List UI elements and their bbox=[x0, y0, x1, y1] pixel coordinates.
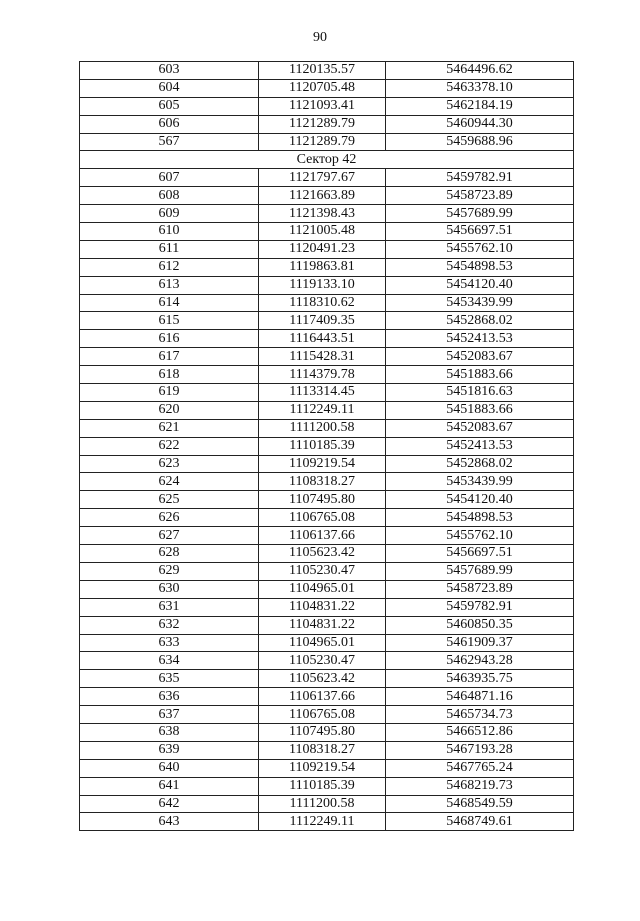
table-row bbox=[80, 133, 574, 151]
table-row bbox=[80, 527, 574, 545]
table-row bbox=[80, 509, 574, 527]
y-coordinate-cell: 5466512.86 bbox=[386, 723, 574, 741]
point-number-cell: 616 bbox=[80, 330, 259, 348]
x-coordinate-cell: 1120135.57 bbox=[259, 62, 386, 80]
point-number-cell: 634 bbox=[80, 652, 259, 670]
table-row bbox=[80, 223, 574, 241]
y-coordinate-cell: 5464496.62 bbox=[386, 62, 574, 80]
y-coordinate-cell: 5452868.02 bbox=[386, 312, 574, 330]
point-number-cell: 620 bbox=[80, 401, 259, 419]
point-number-cell: 606 bbox=[80, 115, 259, 133]
point-number-cell: 625 bbox=[80, 491, 259, 509]
point-number-cell: 604 bbox=[80, 79, 259, 97]
y-coordinate-cell: 5456697.51 bbox=[386, 223, 574, 241]
point-number-cell: 635 bbox=[80, 670, 259, 688]
x-coordinate-cell: 1117409.35 bbox=[259, 312, 386, 330]
table-row bbox=[80, 169, 574, 187]
table-row bbox=[80, 706, 574, 724]
x-coordinate-cell: 1110185.39 bbox=[259, 437, 386, 455]
table-row bbox=[80, 97, 574, 115]
x-coordinate-cell: 1121005.48 bbox=[259, 223, 386, 241]
point-number-cell: 608 bbox=[80, 187, 259, 205]
y-coordinate-cell: 5454120.40 bbox=[386, 276, 574, 294]
x-coordinate-cell: 1109219.54 bbox=[259, 455, 386, 473]
point-number-cell: 605 bbox=[80, 97, 259, 115]
table-row bbox=[80, 491, 574, 509]
x-coordinate-cell: 1105623.42 bbox=[259, 670, 386, 688]
table-row bbox=[80, 634, 574, 652]
x-coordinate-cell: 1105230.47 bbox=[259, 652, 386, 670]
point-number-cell: 640 bbox=[80, 759, 259, 777]
point-number-cell: 633 bbox=[80, 634, 259, 652]
table-row bbox=[80, 562, 574, 580]
point-number-cell: 603 bbox=[80, 62, 259, 80]
coordinates-table-body bbox=[80, 62, 574, 831]
x-coordinate-cell: 1104965.01 bbox=[259, 634, 386, 652]
y-coordinate-cell: 5463378.10 bbox=[386, 79, 574, 97]
point-number-cell: 627 bbox=[80, 527, 259, 545]
y-coordinate-cell: 5462184.19 bbox=[386, 97, 574, 115]
y-coordinate-cell: 5455762.10 bbox=[386, 527, 574, 545]
point-number-cell: 637 bbox=[80, 706, 259, 724]
point-number-cell: 614 bbox=[80, 294, 259, 312]
point-number-cell: 609 bbox=[80, 205, 259, 223]
y-coordinate-cell: 5465734.73 bbox=[386, 706, 574, 724]
x-coordinate-cell: 1104831.22 bbox=[259, 598, 386, 616]
point-number-cell: 636 bbox=[80, 688, 259, 706]
x-coordinate-cell: 1111200.58 bbox=[259, 419, 386, 437]
point-number-cell: 638 bbox=[80, 723, 259, 741]
y-coordinate-cell: 5453439.99 bbox=[386, 294, 574, 312]
table-row bbox=[80, 366, 574, 384]
y-coordinate-cell: 5460944.30 bbox=[386, 115, 574, 133]
y-coordinate-cell: 5468749.61 bbox=[386, 813, 574, 831]
y-coordinate-cell: 5463935.75 bbox=[386, 670, 574, 688]
point-number-cell: 642 bbox=[80, 795, 259, 813]
y-coordinate-cell: 5457689.99 bbox=[386, 205, 574, 223]
table-row bbox=[80, 759, 574, 777]
table-row bbox=[80, 294, 574, 312]
x-coordinate-cell: 1121289.79 bbox=[259, 115, 386, 133]
x-coordinate-cell: 1120491.23 bbox=[259, 240, 386, 258]
table-row bbox=[80, 79, 574, 97]
point-number-cell: 632 bbox=[80, 616, 259, 634]
sector-title: Сектор 42 bbox=[80, 151, 574, 169]
point-number-cell: 613 bbox=[80, 276, 259, 294]
y-coordinate-cell: 5468219.73 bbox=[386, 777, 574, 795]
table-row bbox=[80, 795, 574, 813]
table-row bbox=[80, 419, 574, 437]
x-coordinate-cell: 1106137.66 bbox=[259, 527, 386, 545]
y-coordinate-cell: 5455762.10 bbox=[386, 240, 574, 258]
table-row bbox=[80, 580, 574, 598]
y-coordinate-cell: 5459782.91 bbox=[386, 169, 574, 187]
x-coordinate-cell: 1118310.62 bbox=[259, 294, 386, 312]
x-coordinate-cell: 1107495.80 bbox=[259, 491, 386, 509]
y-coordinate-cell: 5452868.02 bbox=[386, 455, 574, 473]
table-row bbox=[80, 545, 574, 563]
table-row bbox=[80, 312, 574, 330]
y-coordinate-cell: 5464871.16 bbox=[386, 688, 574, 706]
x-coordinate-cell: 1119133.10 bbox=[259, 276, 386, 294]
x-coordinate-cell: 1121663.89 bbox=[259, 187, 386, 205]
y-coordinate-cell: 5458723.89 bbox=[386, 187, 574, 205]
x-coordinate-cell: 1115428.31 bbox=[259, 348, 386, 366]
x-coordinate-cell: 1121398.43 bbox=[259, 205, 386, 223]
y-coordinate-cell: 5458723.89 bbox=[386, 580, 574, 598]
table-row bbox=[80, 598, 574, 616]
y-coordinate-cell: 5462943.28 bbox=[386, 652, 574, 670]
table-row bbox=[80, 723, 574, 741]
y-coordinate-cell: 5453439.99 bbox=[386, 473, 574, 491]
table-row bbox=[80, 688, 574, 706]
point-number-cell: 621 bbox=[80, 419, 259, 437]
table-row bbox=[80, 455, 574, 473]
x-coordinate-cell: 1121797.67 bbox=[259, 169, 386, 187]
point-number-cell: 567 bbox=[80, 133, 259, 151]
table-row bbox=[80, 240, 574, 258]
y-coordinate-cell: 5452083.67 bbox=[386, 419, 574, 437]
table-row bbox=[80, 384, 574, 402]
x-coordinate-cell: 1113314.45 bbox=[259, 384, 386, 402]
point-number-cell: 623 bbox=[80, 455, 259, 473]
page-number: 90 bbox=[313, 30, 327, 45]
point-number-cell: 624 bbox=[80, 473, 259, 491]
x-coordinate-cell: 1110185.39 bbox=[259, 777, 386, 795]
x-coordinate-cell: 1104965.01 bbox=[259, 580, 386, 598]
table-row bbox=[80, 437, 574, 455]
y-coordinate-cell: 5454898.53 bbox=[386, 509, 574, 527]
y-coordinate-cell: 5452083.67 bbox=[386, 348, 574, 366]
x-coordinate-cell: 1107495.80 bbox=[259, 723, 386, 741]
x-coordinate-cell: 1104831.22 bbox=[259, 616, 386, 634]
point-number-cell: 631 bbox=[80, 598, 259, 616]
point-number-cell: 607 bbox=[80, 169, 259, 187]
table-row bbox=[80, 813, 574, 831]
x-coordinate-cell: 1109219.54 bbox=[259, 759, 386, 777]
point-number-cell: 622 bbox=[80, 437, 259, 455]
table-row bbox=[80, 187, 574, 205]
point-number-cell: 617 bbox=[80, 348, 259, 366]
point-number-cell: 610 bbox=[80, 223, 259, 241]
x-coordinate-cell: 1114379.78 bbox=[259, 366, 386, 384]
x-coordinate-cell: 1105230.47 bbox=[259, 562, 386, 580]
x-coordinate-cell: 1121289.79 bbox=[259, 133, 386, 151]
x-coordinate-cell: 1121093.41 bbox=[259, 97, 386, 115]
y-coordinate-cell: 5452413.53 bbox=[386, 330, 574, 348]
y-coordinate-cell: 5459782.91 bbox=[386, 598, 574, 616]
y-coordinate-cell: 5454898.53 bbox=[386, 258, 574, 276]
sector-header-row bbox=[80, 151, 574, 169]
table-row bbox=[80, 258, 574, 276]
y-coordinate-cell: 5451883.66 bbox=[386, 366, 574, 384]
y-coordinate-cell: 5451816.63 bbox=[386, 384, 574, 402]
y-coordinate-cell: 5456697.51 bbox=[386, 545, 574, 563]
table-row bbox=[80, 276, 574, 294]
x-coordinate-cell: 1119863.81 bbox=[259, 258, 386, 276]
x-coordinate-cell: 1120705.48 bbox=[259, 79, 386, 97]
table-row bbox=[80, 670, 574, 688]
x-coordinate-cell: 1112249.11 bbox=[259, 401, 386, 419]
point-number-cell: 639 bbox=[80, 741, 259, 759]
x-coordinate-cell: 1111200.58 bbox=[259, 795, 386, 813]
point-number-cell: 630 bbox=[80, 580, 259, 598]
point-number-cell: 612 bbox=[80, 258, 259, 276]
x-coordinate-cell: 1106765.08 bbox=[259, 509, 386, 527]
point-number-cell: 619 bbox=[80, 384, 259, 402]
y-coordinate-cell: 5467765.24 bbox=[386, 759, 574, 777]
table-row bbox=[80, 62, 574, 80]
point-number-cell: 615 bbox=[80, 312, 259, 330]
y-coordinate-cell: 5461909.37 bbox=[386, 634, 574, 652]
y-coordinate-cell: 5468549.59 bbox=[386, 795, 574, 813]
table-row bbox=[80, 473, 574, 491]
table-row bbox=[80, 777, 574, 795]
point-number-cell: 629 bbox=[80, 562, 259, 580]
table-row bbox=[80, 741, 574, 759]
table-row bbox=[80, 330, 574, 348]
x-coordinate-cell: 1106765.08 bbox=[259, 706, 386, 724]
x-coordinate-cell: 1116443.51 bbox=[259, 330, 386, 348]
table-row bbox=[80, 348, 574, 366]
point-number-cell: 643 bbox=[80, 813, 259, 831]
point-number-cell: 641 bbox=[80, 777, 259, 795]
y-coordinate-cell: 5451883.66 bbox=[386, 401, 574, 419]
y-coordinate-cell: 5454120.40 bbox=[386, 491, 574, 509]
x-coordinate-cell: 1108318.27 bbox=[259, 473, 386, 491]
table-row bbox=[80, 401, 574, 419]
point-number-cell: 626 bbox=[80, 509, 259, 527]
point-number-cell: 611 bbox=[80, 240, 259, 258]
table-row bbox=[80, 616, 574, 634]
y-coordinate-cell: 5457689.99 bbox=[386, 562, 574, 580]
table-row bbox=[80, 205, 574, 223]
coordinates-table bbox=[79, 61, 574, 831]
x-coordinate-cell: 1106137.66 bbox=[259, 688, 386, 706]
x-coordinate-cell: 1105623.42 bbox=[259, 545, 386, 563]
table-row bbox=[80, 652, 574, 670]
y-coordinate-cell: 5467193.28 bbox=[386, 741, 574, 759]
y-coordinate-cell: 5452413.53 bbox=[386, 437, 574, 455]
y-coordinate-cell: 5459688.96 bbox=[386, 133, 574, 151]
x-coordinate-cell: 1112249.11 bbox=[259, 813, 386, 831]
table-row bbox=[80, 115, 574, 133]
y-coordinate-cell: 5460850.35 bbox=[386, 616, 574, 634]
x-coordinate-cell: 1108318.27 bbox=[259, 741, 386, 759]
point-number-cell: 618 bbox=[80, 366, 259, 384]
point-number-cell: 628 bbox=[80, 545, 259, 563]
